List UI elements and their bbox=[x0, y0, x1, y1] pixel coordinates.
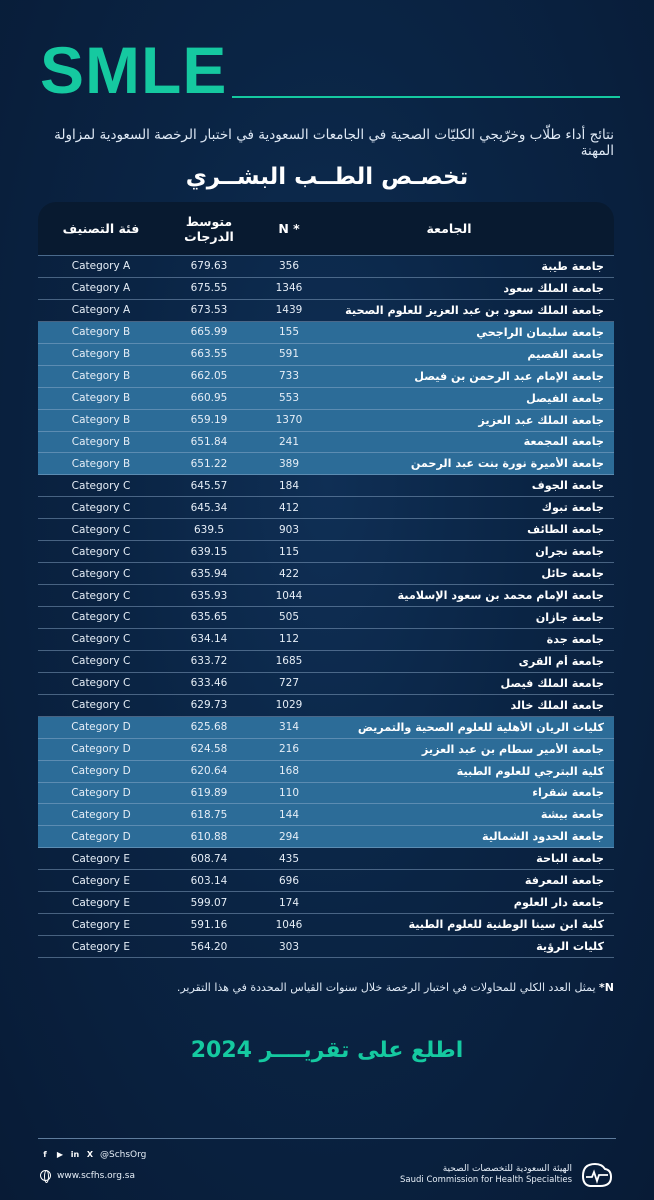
cell-n: 168 bbox=[278, 765, 300, 778]
cell-average: 639.15 bbox=[190, 545, 228, 558]
cell-average: 645.57 bbox=[190, 479, 228, 492]
footer-divider bbox=[38, 1138, 616, 1139]
cell-n: 1439 bbox=[275, 304, 303, 317]
cell-category: Category C bbox=[71, 523, 131, 536]
table-row bbox=[38, 717, 614, 739]
cell-category: Category C bbox=[71, 633, 131, 646]
table-row bbox=[38, 695, 614, 717]
cell-university: جامعة الملك فيصل bbox=[500, 676, 604, 690]
cell-n: 184 bbox=[278, 479, 300, 492]
cell-university: كليات الرؤية bbox=[536, 940, 604, 954]
cell-average: 619.89 bbox=[190, 786, 228, 799]
table-row bbox=[38, 848, 614, 870]
cell-average: 633.46 bbox=[190, 677, 228, 690]
scfhs-logo-icon bbox=[580, 1160, 614, 1190]
cell-category: Category C bbox=[71, 479, 131, 492]
cell-university: جامعة شقراء bbox=[532, 786, 604, 800]
table-row bbox=[38, 563, 614, 585]
cell-university: كليات الريان الأهلية للعلوم الصحية والتمريض bbox=[357, 720, 604, 734]
page-title: SMLE bbox=[40, 33, 228, 107]
cell-category: Category D bbox=[71, 721, 131, 734]
cell-n: 314 bbox=[278, 721, 300, 734]
table-row bbox=[38, 432, 614, 454]
cell-university: جامعة الملك سعود بن عبد العزيز للعلوم الصحية bbox=[345, 303, 604, 317]
table-header bbox=[38, 202, 614, 256]
cell-n: 112 bbox=[278, 633, 300, 646]
cell-average: 635.94 bbox=[190, 567, 228, 580]
cell-average: 663.55 bbox=[190, 348, 228, 361]
cell-average: 679.63 bbox=[190, 260, 228, 273]
cell-n: 144 bbox=[278, 808, 300, 821]
subtitle: نتائج أداء طلّاب وخرّيجي الكليّات الصحية في الجامعات السعودية في اختبار الرخصة السعودية لمزاولة المهنة bbox=[54, 127, 614, 159]
header-university: الجامعة bbox=[426, 221, 472, 236]
cell-average: 599.07 bbox=[190, 896, 228, 909]
table-row bbox=[38, 761, 614, 783]
cell-n: 1370 bbox=[275, 414, 303, 427]
table-row bbox=[38, 475, 614, 497]
header-category: فئة التصنيف bbox=[62, 221, 140, 236]
cell-n: 389 bbox=[278, 457, 300, 470]
organization-logo bbox=[400, 1160, 614, 1190]
cell-university: جامعة الملك سعود bbox=[503, 281, 604, 295]
cell-category: Category E bbox=[72, 896, 130, 909]
cell-university: جامعة القصيم bbox=[527, 347, 604, 361]
cell-university: جامعة الأميرة نورة بنت عبد الرحمن bbox=[410, 457, 604, 471]
header-average: متوسط الدرجات bbox=[184, 213, 234, 244]
footnote-text: يمثل العدد الكلي للمحاولات في اختبار الرخصة خلال سنوات القياس المحددة في هذا التقرير. bbox=[176, 981, 596, 994]
org-name-english: Saudi Commission for Health Specialties bbox=[400, 1175, 572, 1185]
table-row bbox=[38, 936, 614, 958]
cell-n: 1685 bbox=[275, 655, 303, 668]
cell-university: جامعة جدة bbox=[546, 632, 604, 646]
results-table bbox=[38, 202, 614, 958]
cell-university: كلية ابن سينا الوطنية للعلوم الطبية bbox=[408, 918, 604, 932]
table-row bbox=[38, 344, 614, 366]
table-row bbox=[38, 585, 614, 607]
cell-category: Category E bbox=[72, 940, 130, 953]
cell-university: جامعة الأمير سطام بن عبد العزيز bbox=[421, 742, 604, 756]
cell-university: جامعة الباحة bbox=[536, 852, 604, 866]
table-row bbox=[38, 519, 614, 541]
cell-category: Category B bbox=[71, 435, 131, 448]
cell-average: 635.93 bbox=[190, 589, 228, 602]
cell-category: Category D bbox=[71, 743, 131, 756]
cell-category: Category A bbox=[71, 260, 131, 273]
specialty-heading: تخصـص الطــب البشــري bbox=[185, 164, 469, 190]
cell-n: 174 bbox=[278, 896, 300, 909]
cell-university: جامعة طيبة bbox=[541, 259, 604, 273]
cell-average: 564.20 bbox=[190, 940, 228, 953]
cell-n: 1046 bbox=[275, 918, 303, 931]
cell-university: جامعة بيشة bbox=[540, 808, 604, 822]
cell-n: 553 bbox=[278, 392, 300, 405]
cell-category: Category B bbox=[71, 392, 131, 405]
table-row bbox=[38, 300, 614, 322]
cell-category: Category B bbox=[71, 414, 131, 427]
social-links bbox=[40, 1150, 146, 1160]
table-row bbox=[38, 783, 614, 805]
cell-category: Category E bbox=[72, 918, 130, 931]
table-row bbox=[38, 673, 614, 695]
table-row bbox=[38, 870, 614, 892]
cell-average: 675.55 bbox=[190, 282, 228, 295]
table-body bbox=[38, 256, 614, 958]
cell-n: 903 bbox=[278, 523, 300, 536]
cell-category: Category C bbox=[71, 567, 131, 580]
table-row bbox=[38, 541, 614, 563]
cell-category: Category D bbox=[71, 808, 131, 821]
cell-n: 412 bbox=[278, 501, 300, 514]
cell-category: Category C bbox=[71, 699, 131, 712]
cell-category: Category C bbox=[71, 501, 131, 514]
footnote-marker: N* bbox=[599, 981, 614, 994]
table-row bbox=[38, 256, 614, 278]
cell-category: Category D bbox=[71, 830, 131, 843]
youtube-icon[interactable]: ▶ bbox=[56, 1150, 64, 1159]
cell-average: 651.84 bbox=[190, 435, 228, 448]
cell-average: 634.14 bbox=[190, 633, 228, 646]
cell-university: جامعة الملك خالد bbox=[510, 698, 604, 712]
x-icon[interactable]: X bbox=[86, 1150, 94, 1159]
table-row bbox=[38, 388, 614, 410]
cell-average: 635.65 bbox=[190, 611, 228, 624]
table-row bbox=[38, 892, 614, 914]
cell-category: Category B bbox=[71, 457, 131, 470]
cell-university: جامعة الإمام محمد بن سعود الإسلامية bbox=[397, 589, 604, 603]
report-cta[interactable]: اطلع على تقريــــر 2024 bbox=[190, 1038, 464, 1063]
cell-category: Category E bbox=[72, 852, 130, 865]
cell-university: جامعة الجوف bbox=[531, 479, 604, 493]
title-underline bbox=[232, 96, 620, 98]
cell-n: 155 bbox=[278, 326, 300, 339]
cell-university: جامعة تبوك bbox=[541, 501, 604, 515]
cell-university: جامعة نجران bbox=[535, 545, 604, 559]
cell-university: جامعة المعرفة bbox=[524, 874, 604, 888]
cell-university: جامعة الملك عبد العزيز bbox=[478, 413, 604, 427]
cell-university: جامعة المجمعة bbox=[523, 435, 604, 449]
cell-n: 303 bbox=[278, 940, 300, 953]
table-row bbox=[38, 651, 614, 673]
cell-n: 115 bbox=[278, 545, 300, 558]
cell-category: Category A bbox=[71, 304, 131, 317]
table-row bbox=[38, 366, 614, 388]
cell-average: 660.95 bbox=[190, 392, 228, 405]
linkedin-icon[interactable]: in bbox=[70, 1150, 80, 1159]
cell-average: 665.99 bbox=[190, 326, 228, 339]
cell-average: 662.05 bbox=[190, 370, 228, 383]
cell-n: 1029 bbox=[275, 699, 303, 712]
cell-average: 673.53 bbox=[190, 304, 228, 317]
globe-icon bbox=[40, 1170, 51, 1181]
table-row bbox=[38, 410, 614, 432]
cell-university: جامعة سليمان الراجحي bbox=[476, 325, 604, 339]
cell-university: جامعة الطائف bbox=[527, 523, 604, 537]
cell-university: جامعة الحدود الشمالية bbox=[481, 830, 604, 844]
table-row bbox=[38, 739, 614, 761]
cell-category: Category B bbox=[71, 370, 131, 383]
cell-university: جامعة حائل bbox=[541, 567, 604, 581]
cell-n: 1346 bbox=[275, 282, 303, 295]
cell-category: Category C bbox=[71, 655, 131, 668]
cell-category: Category C bbox=[71, 589, 131, 602]
cell-university: جامعة الفيصل bbox=[526, 391, 604, 405]
facebook-icon[interactable]: f bbox=[43, 1150, 47, 1159]
cell-average: 633.72 bbox=[190, 655, 228, 668]
cell-average: 610.88 bbox=[190, 830, 228, 843]
cell-category: Category D bbox=[71, 765, 131, 778]
footnote bbox=[34, 981, 614, 994]
cell-average: 629.73 bbox=[190, 699, 228, 712]
org-name-arabic: الهيئة السعودية للتخصصات الصحية bbox=[442, 1164, 572, 1174]
cell-category: Category E bbox=[72, 874, 130, 887]
cell-average: 608.74 bbox=[190, 852, 228, 865]
table-row bbox=[38, 914, 614, 936]
website-url[interactable]: www.scfhs.org.sa bbox=[57, 1170, 136, 1181]
cell-n: 733 bbox=[278, 370, 300, 383]
table-row bbox=[38, 278, 614, 300]
cell-n: 216 bbox=[278, 743, 300, 756]
header-n: N * bbox=[278, 221, 300, 236]
cell-n: 241 bbox=[278, 435, 300, 448]
cell-university: كلية البترجي للعلوم الطبية bbox=[456, 764, 604, 778]
table-row bbox=[38, 322, 614, 344]
cell-category: Category C bbox=[71, 545, 131, 558]
cell-average: 618.75 bbox=[190, 808, 228, 821]
cell-n: 727 bbox=[278, 677, 300, 690]
cell-average: 645.34 bbox=[190, 501, 228, 514]
cell-category: Category C bbox=[71, 677, 131, 690]
cell-n: 422 bbox=[278, 567, 300, 580]
cell-category: Category B bbox=[71, 326, 131, 339]
table-row bbox=[38, 497, 614, 519]
cell-category: Category D bbox=[71, 786, 131, 799]
table-row bbox=[38, 826, 614, 848]
cell-university: جامعة دار العلوم bbox=[513, 896, 604, 910]
table-row bbox=[38, 453, 614, 475]
cell-average: 639.5 bbox=[193, 523, 225, 536]
cell-n: 110 bbox=[278, 786, 300, 799]
cell-average: 591.16 bbox=[190, 918, 228, 931]
cell-category: Category B bbox=[71, 348, 131, 361]
cell-n: 696 bbox=[278, 874, 300, 887]
cell-category: Category C bbox=[71, 611, 131, 624]
social-handle[interactable]: @SchsOrg bbox=[100, 1150, 147, 1160]
cell-average: 620.64 bbox=[190, 765, 228, 778]
cell-university: جامعة جازان bbox=[535, 610, 604, 624]
header bbox=[40, 33, 620, 107]
cell-university: جامعة أم القرى bbox=[518, 654, 604, 668]
cell-average: 625.68 bbox=[190, 721, 228, 734]
cell-n: 1044 bbox=[275, 589, 303, 602]
cell-average: 659.19 bbox=[190, 414, 228, 427]
cell-average: 603.14 bbox=[190, 874, 228, 887]
cell-n: 356 bbox=[278, 260, 300, 273]
table-row bbox=[38, 804, 614, 826]
cell-n: 294 bbox=[278, 830, 300, 843]
cell-n: 505 bbox=[278, 611, 300, 624]
cell-average: 624.58 bbox=[190, 743, 228, 756]
cell-average: 651.22 bbox=[190, 457, 228, 470]
website-link[interactable] bbox=[40, 1170, 135, 1181]
table-row bbox=[38, 607, 614, 629]
cell-n: 435 bbox=[278, 852, 300, 865]
table-row bbox=[38, 629, 614, 651]
cell-n: 591 bbox=[278, 348, 300, 361]
cell-university: جامعة الإمام عبد الرحمن بن فيصل bbox=[414, 369, 604, 383]
cell-category: Category A bbox=[71, 282, 131, 295]
